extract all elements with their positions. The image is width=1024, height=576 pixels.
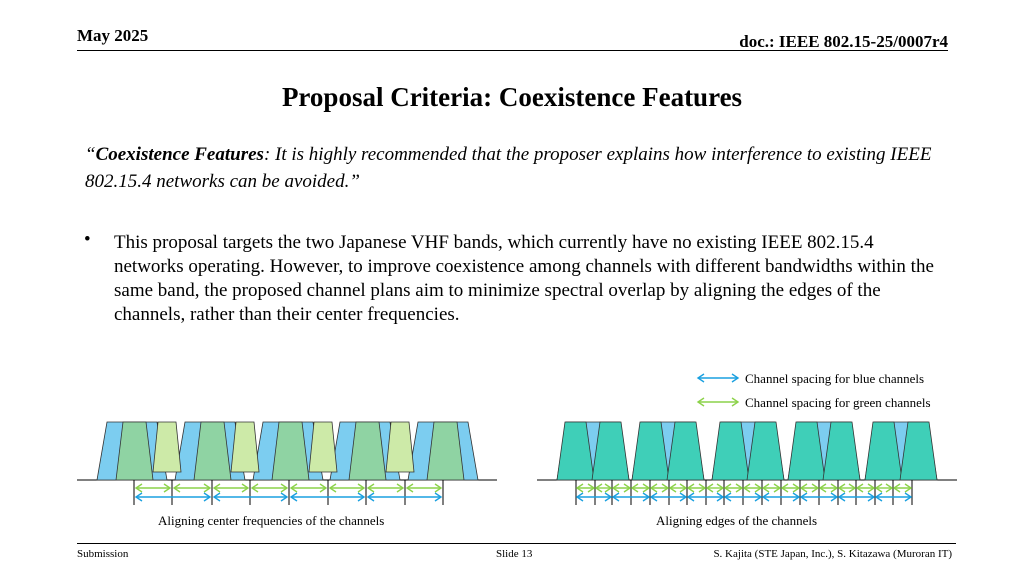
green-spacing-arrow (857, 484, 874, 492)
quote-open-mark: “ (85, 144, 96, 165)
caption-center-aligned: Aligning center frequencies of the channels (158, 513, 385, 528)
green-spacing-arrow (632, 484, 649, 492)
blue-spacing-arrow (136, 493, 210, 501)
green-channel (349, 422, 386, 480)
green-spacing-arrow (782, 484, 799, 492)
quote-term: Coexistence Features (95, 144, 264, 165)
green-spacing-arrow (763, 484, 780, 492)
green-spacing-arrow (577, 484, 594, 492)
green-spacing-arrow (252, 484, 287, 492)
green-spacing-arrow (596, 484, 611, 492)
green-spacing-arrow (651, 484, 668, 492)
blue-spacing-arrow (577, 493, 611, 501)
legend-green-arrow (698, 398, 738, 406)
green-spacing-arrow (330, 484, 364, 492)
green-spacing-arrow (214, 484, 248, 492)
green-spacing-arrow (707, 484, 723, 492)
green-spacing-arrow (801, 484, 818, 492)
edge-aligned-diagram (537, 422, 957, 505)
quote-text: : It is highly recommended that the proposer explains how interference to existing IEEE 802.15.4 networks can be avoided.” (85, 144, 932, 192)
green-spacing-arrow (820, 484, 837, 492)
green-spacing-arrow (291, 484, 326, 492)
footer-slide-number: Slide 13 (496, 548, 533, 560)
legend-blue-label: Channel spacing for blue channels (745, 371, 925, 386)
green-spacing-arrow (670, 484, 686, 492)
legend-blue-arrow (698, 374, 738, 382)
green-spacing-arrow (174, 484, 210, 492)
bullet-marker: • (84, 229, 91, 250)
green-spacing-arrow (136, 484, 170, 492)
green-spacing-arrow (894, 484, 911, 492)
bullet-text: This proposal targets the two Japanese VHF bands, which currently have no existing IEEE 802.15.4 networks operating. However, to improve coexistence among channels with different bandwidths within the same band, the proposed channel plans aim to minimize spectral overlap by aligning the edges of the channels, rather than their center frequencies. (114, 232, 934, 325)
footer-divider (77, 543, 956, 544)
center-aligned-diagram (77, 422, 497, 505)
green-channel (194, 422, 231, 480)
legend-arrows (698, 374, 738, 406)
green-spacing-arrow (839, 484, 855, 492)
footer-authors: S. Kajita (STE Japan, Inc.), S. Kitazawa (Muroran IT) (713, 548, 952, 560)
green-channel-light (153, 422, 181, 472)
green-channel (272, 422, 309, 480)
footer-submission: Submission (77, 548, 129, 560)
green-spacing-arrow (368, 484, 403, 492)
green-spacing-arrow (876, 484, 892, 492)
green-channel (116, 422, 153, 480)
green-spacing-arrow (744, 484, 761, 492)
green-channel-light (309, 422, 337, 472)
green-channel-light (386, 422, 414, 472)
header-doc-id: doc.: IEEE 802.15-25/0007r4 (739, 32, 948, 51)
green-spacing-arrow (613, 484, 630, 492)
green-spacing-arrow (725, 484, 742, 492)
header-date: May 2025 (77, 26, 149, 45)
green-channel-light (231, 422, 259, 472)
green-spacing-arrow (407, 484, 441, 492)
green-spacing-arrow (688, 484, 705, 492)
caption-edge-aligned: Aligning edges of the channels (656, 513, 818, 528)
green-channel (427, 422, 464, 480)
slide-title: Proposal Criteria: Coexistence Features (281, 82, 743, 112)
legend-green-label: Channel spacing for green channels (745, 395, 931, 410)
